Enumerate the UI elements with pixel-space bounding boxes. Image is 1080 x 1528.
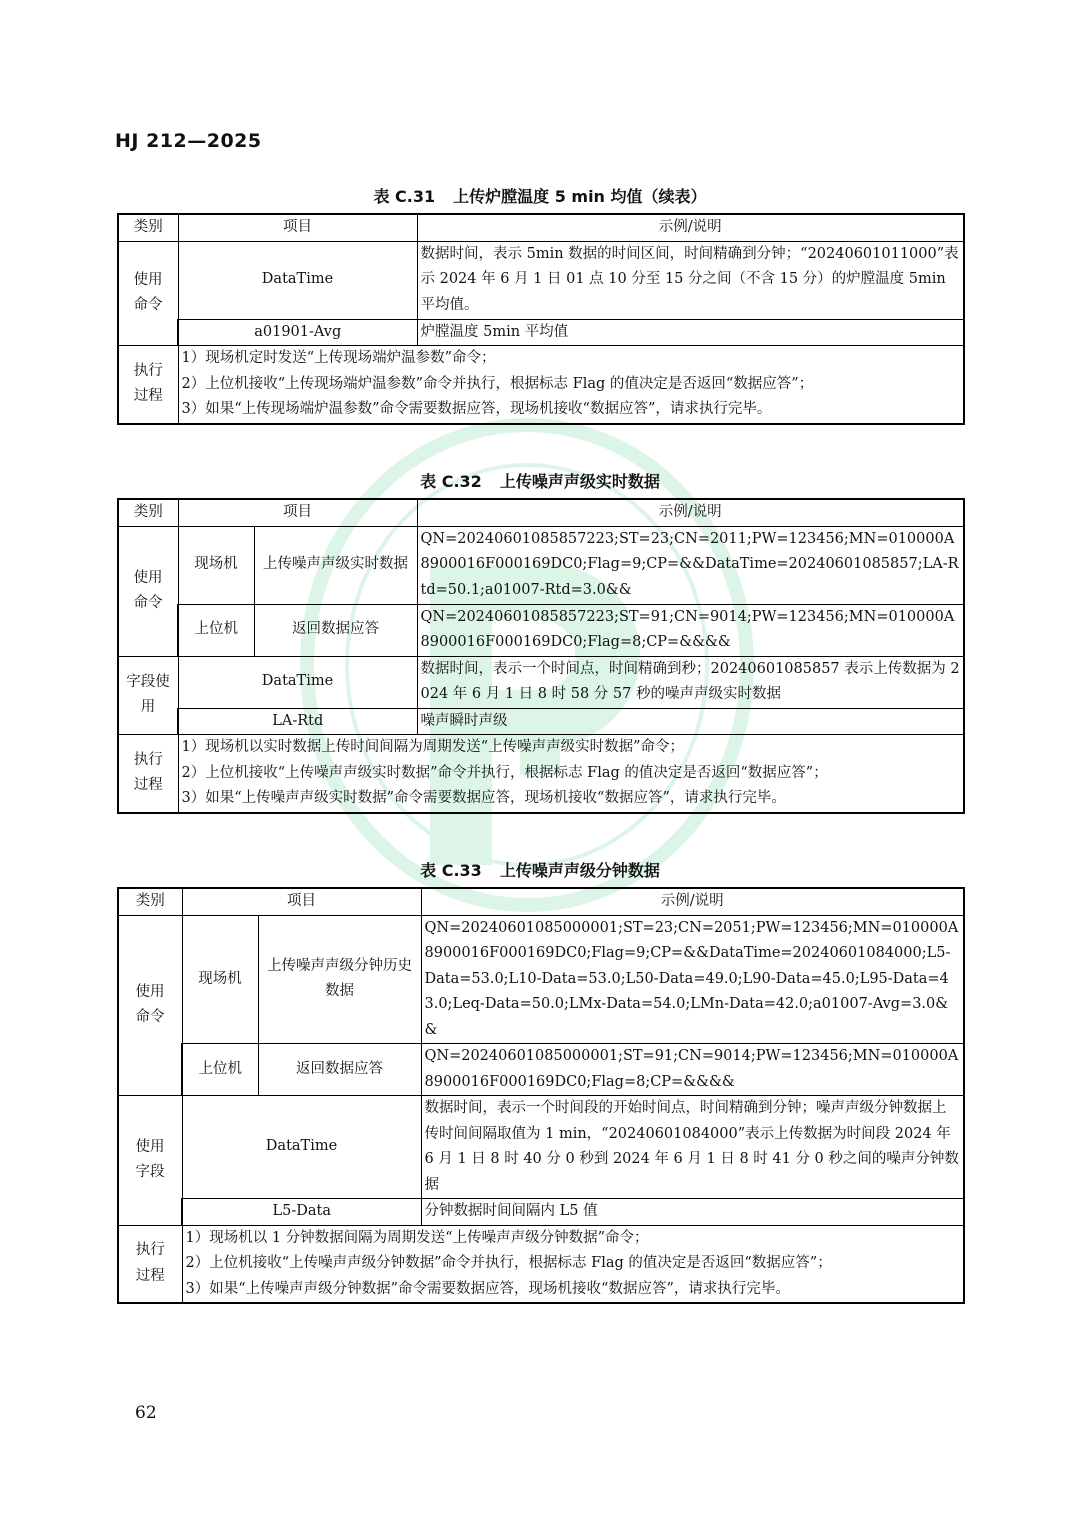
table-caption [0, 184, 1080, 207]
role-label: 现场机 [178, 526, 254, 604]
exec-steps [182, 1225, 964, 1303]
field-description: 炉膛温度 5min 平均值 [417, 319, 964, 346]
role-label: 上位机 [178, 604, 254, 656]
row-label-exec: 执行 过程 [118, 1225, 182, 1303]
command-example: QN=20240601085857223;ST=23;CN=2011;PW=123456;MN=010000A8900016F000169DC0;Flag=9;CP=&&DataTime=20240601085857;LA-Rtd=50.1;a01007-Rtd=3.0&& [417, 526, 964, 604]
header-item: 项目 [178, 214, 417, 241]
field-name: L5-Data [182, 1199, 421, 1226]
header-category: 类别 [118, 888, 182, 915]
exec-step: 3）如果“上传噪声声级分钟数据”命令需要数据应答，现场机接收“数据应答”，请求执行完毕。 [185, 1280, 790, 1297]
role-label: 上位机 [182, 1044, 258, 1096]
exec-step: 1）现场机以 1 分钟数据间隔为周期发送“上传噪声声级分钟数据”命令； [185, 1229, 649, 1246]
exec-step: 1）现场机定时发送“上传现场端炉温参数”命令； [181, 350, 496, 366]
exec-steps [178, 346, 964, 424]
command-name: 上传噪声声级分钟历史数据 [258, 915, 421, 1044]
table-c31 [117, 213, 965, 425]
field-description: 分钟数据时间间隔内 L5 值 [421, 1199, 964, 1226]
field-description: 数据时间，表示一个时间点，时间精确到秒；20240601085857 表示上传数据为 2024 年 6 月 1 日 8 时 58 分 57 秒的噪声声级实时数据 [417, 656, 964, 708]
header-category: 类别 [118, 214, 178, 241]
field-name: a01901-Avg [178, 319, 417, 346]
header-category: 类别 [118, 499, 178, 526]
field-description: 噪声瞬时声级 [417, 708, 964, 735]
page-number: 62 [135, 1403, 157, 1423]
table-caption [0, 469, 1080, 492]
header-item: 项目 [178, 499, 417, 526]
header-item: 项目 [182, 888, 421, 915]
standard-code: HJ 212—2025 [115, 130, 262, 152]
row-label-use-cmd: 使用 命令 [118, 526, 178, 656]
exec-step: 2）上位机接收“上传噪声声级实时数据”命令并执行，根据标志 Flag 的值决定是否返回“数据应答”； [181, 764, 828, 781]
field-name: LA-Rtd [178, 708, 417, 735]
row-label-field-use: 字段使 用 [118, 656, 178, 735]
exec-step: 1）现场机以实时数据上传时间间隔为周期发送“上传噪声声级实时数据”命令； [181, 739, 685, 755]
table-title: 上传噪声声级实时数据 [499, 472, 660, 491]
exec-steps [178, 735, 964, 813]
row-label-field-use: 使用 字段 [118, 1096, 182, 1226]
field-description: 数据时间，表示 5min 数据的时间区间，时间精确到分钟；“20240601011000”表示 2024 年 6 月 1 日 01 点 10 分至 15 分之间（不含 15 分）的炉膛温度 5min 平均值。 [417, 241, 964, 319]
field-name: DataTime [178, 656, 417, 708]
command-example: QN=20240601085857223;ST=91;CN=9014;PW=123456;MN=010000A8900016F000169DC0;Flag=8;CP=&&&& [417, 604, 964, 656]
table-title: 上传噪声声级分钟数据 [499, 861, 660, 880]
table-number: 表 C.32 [420, 472, 482, 491]
row-label-exec: 执行 过程 [118, 346, 178, 424]
exec-step: 3）如果“上传现场端炉温参数”命令需要数据应答，现场机接收“数据应答”，请求执行完毕。 [181, 401, 772, 417]
command-example: QN=20240601085000001;ST=91;CN=9014;PW=123456;MN=010000A8900016F000169DC0;Flag=8;CP=&&&& [421, 1044, 964, 1096]
header-example: 示例/说明 [417, 214, 964, 241]
command-name: 上传噪声声级实时数据 [254, 526, 417, 604]
header-example: 示例/说明 [421, 888, 964, 915]
command-name: 返回数据应答 [258, 1044, 421, 1096]
field-description: 数据时间，表示一个时间段的开始时间点，时间精确到分钟；噪声声级分钟数据上传时间间隔取值为 1 min，“20240601084000”表示上传数据为时间段 2024 年 6 月 1 日 8 时 40 分 0 秒到 2024 年 6 月 1 日 8 时 41 分 0 秒之间的噪声分钟数据 [421, 1096, 964, 1199]
command-name: 返回数据应答 [254, 604, 417, 656]
role-label: 现场机 [182, 915, 258, 1044]
table-c33 [117, 887, 965, 1304]
table-caption [0, 858, 1080, 881]
row-label-use-cmd: 使用 命令 [118, 241, 178, 346]
field-name: DataTime [182, 1096, 421, 1199]
exec-step: 2）上位机接收“上传现场端炉温参数”命令并执行，根据标志 Flag 的值决定是否返回“数据应答”； [181, 375, 814, 392]
table-number: 表 C.33 [420, 861, 482, 880]
table-number: 表 C.31 [373, 187, 436, 206]
table-title: 上传炉膛温度 5 min 均值（续表） [453, 187, 707, 206]
header-example: 示例/说明 [417, 499, 964, 526]
command-example: QN=20240601085000001;ST=23;CN=2051;PW=123456;MN=010000A8900016F000169DC0;Flag=9;CP=&&DataTime=20240601084000;L5-Data=53.0;L10-Data=53.0;L50-Data=49.0;L90-Data=45.0;L95-Data=43.0;Leq-Data=50.0;LMx-Data=54.0;LMn-Data=42.0;a01007-Avg=3.0&& [421, 915, 964, 1044]
table-c32 [117, 498, 965, 814]
field-name: DataTime [178, 241, 417, 319]
exec-step: 2）上位机接收“上传噪声声级分钟数据”命令并执行，根据标志 Flag 的值决定是否返回“数据应答”； [185, 1255, 832, 1271]
row-label-exec: 执行 过程 [118, 735, 178, 813]
row-label-use-cmd: 使用 命令 [118, 915, 182, 1096]
exec-step: 3）如果“上传噪声声级实时数据”命令需要数据应答，现场机接收“数据应答”，请求执行完毕。 [181, 790, 786, 806]
